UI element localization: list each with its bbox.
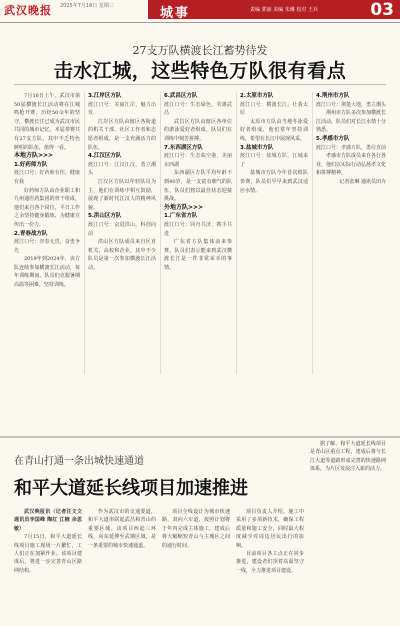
headline-rule (14, 84, 386, 85)
article-column-5 (316, 92, 386, 187)
bottom-lead: 武汉晚报讯（记者汪文文 通讯员李国峰 陶红 江楠 余思敏） (14, 509, 82, 532)
column-divider (312, 92, 313, 374)
article-column-2 (88, 92, 156, 272)
article-intro: 7月16日上午，武汉市第50届横渡长江活动将在江城鸣枪开赛。历经50余年的坚守，横渡长江已成为武汉市民共同的城市记忆。本届参赛共有27支方队，其中不乏特色鲜明的队伍，值得一看。 (14, 93, 80, 151)
team-slogan: 渡江口号：横渡长江，壮我太原 (240, 101, 308, 117)
team-text: 东西湖区方队平均年龄不到40岁，是一支富有朝气的队伍，队员们将以最佳状态迎接挑战。 (164, 170, 232, 203)
article-credit: 记者张琳 通讯员田卉 (339, 178, 386, 185)
team-text: 洪山区方队成员来自区直机关、高校和企业，其中不少队员是第一次参加横渡长江活动。 (88, 239, 156, 271)
bottom-column-5 (310, 440, 386, 474)
team-name: 4.荆州市方队 (316, 93, 350, 99)
team-name: 4.江汉区方队 (88, 153, 122, 160)
team-text: 2019年到2024年，该方队连续参加横渡长江活动，每年训练期间，队员们克服暑期高温等困难，坚持训练。 (14, 256, 80, 289)
article-column-4 (240, 92, 308, 195)
bottom-column-4 (236, 508, 304, 575)
team-name: 3.江岸区方队 (88, 93, 122, 99)
team-name: 2.青春战方队 (14, 230, 48, 237)
issue-date: 2025年7月16日 星期三 (60, 3, 114, 9)
team-name: 6.武昌区方队 (164, 93, 198, 99)
section-name: 城事 (160, 6, 191, 21)
bottom-paragraph: 7月15日，和平大道延长线项目施工现场一片繁忙，工人们正在加紧作业。该项目建成后，将进一步完善青山区路网结构。 (14, 534, 82, 574)
bottom-column-3 (162, 508, 230, 550)
team-name: 5.孝感市方队 (316, 135, 350, 142)
team-slogan: 渡江口号：奋进洪山，科创向前 (88, 221, 156, 237)
local-teams-heading: 本地方队>>> (14, 152, 54, 160)
team-name: 7.东西湖区方队 (164, 144, 203, 151)
header-divider (0, 22, 400, 23)
page-header (0, 0, 400, 26)
team-slogan: 渡江口号：孝感方队，勇往直前 (316, 144, 387, 151)
team-name: 1.好药师方队 (14, 161, 48, 168)
outside-teams-heading: 外地方队>>> (164, 203, 204, 211)
team-text: 广东省方队集体前来参赛，队员们表示能来到武汉横渡长江是一件非常荣幸的事情。 (164, 239, 232, 271)
team-text: 荆州市方队多次参加横渡长江活动，队员们对长江水情十分熟悉。 (316, 110, 387, 134)
main-kicker: 27支万队横渡长江蓄势待发 (132, 44, 268, 57)
bottom-paragraph: 项目全线设计为城市快速路，双向六车道，按照计划将于年内完成主体施工，建成后将大幅缩短青山与主城区之间的通行时间。 (162, 509, 230, 549)
team-slogan: 渡江口号：美丽江岸，魅力出发 (88, 101, 156, 117)
column-divider (84, 92, 85, 374)
article-column-1 (14, 92, 80, 290)
page-number: 03 (370, 0, 394, 20)
team-text: 太原市方队由当地冬泳爱好者组成，他们常年坚持训练，希望在长江中展现风采。 (240, 118, 308, 142)
team-name: 5.洪山区方队 (88, 213, 122, 220)
bottom-column-1 (14, 508, 82, 575)
bottom-paragraph: 目前项目各工点正在同步推进，建设者们顶着高温坚守一线，全力推进项目建设。 (236, 551, 304, 574)
team-slogan: 渡江口号：盐城方队，江城来了 (240, 153, 308, 168)
column-divider (236, 92, 237, 374)
team-name: 2.太原市方队 (240, 93, 274, 99)
team-name: 1.广东省方队 (164, 213, 198, 220)
team-text: 武昌区方队由辖区各单位的游泳爱好者组成，队员们在训练中刻苦拼搏。 (164, 118, 232, 142)
team-slogan: 渡江口号：荆楚大地，勇立潮头 (316, 101, 387, 108)
team-text: 盐城市方队今年首次组队参赛，队员们早早来到武汉适应水情。 (240, 170, 308, 194)
column-divider (160, 92, 161, 374)
bottom-column-2 (88, 508, 156, 550)
team-text: 江汉区方队以年轻队员为主，他们在训练中相互鼓励，展现了新时代江汉人的精神风貌。 (88, 178, 156, 211)
team-slogan: 渡江口号：江汉江汉，勇立潮头 (88, 161, 156, 177)
team-slogan: 渡江口号：好药师有你，健康有我 (14, 170, 80, 185)
bottom-kicker: 在青山打通一条出城快速通道 (14, 456, 144, 467)
editor-credits: 责编 郭丽 美编 朱琳 校对 王兵 (250, 7, 318, 13)
team-slogan: 渡江口号：青春无畏，奋勇争先 (14, 239, 80, 254)
main-headline: 击水江城，这些特色万队很有看点 (53, 60, 347, 82)
bottom-headline: 和平大道延长线项目加速推进 (14, 478, 248, 499)
bottom-paragraph: 据了解，和平大道延长线项目是青山区重点工程，建成后将与长江大道等道路形成完善的快速路网体系，为片区发展注入新的活力。 (310, 441, 386, 473)
team-text: 江岸区方队由辖区各街道的机关干部、社区工作者和志愿者组成，是一支充满活力的队伍。 (88, 118, 156, 151)
team-name: 3.盐城市方队 (240, 144, 274, 151)
team-slogan: 渡江口号：生态临空港，美丽东西湖 (164, 153, 232, 168)
masthead: 武汉晚报 (4, 4, 52, 17)
article-column-3 (164, 92, 232, 272)
team-slogan: 渡江口号：生态绿色，英雄武昌 (164, 101, 232, 117)
article-separator (0, 436, 400, 438)
bottom-paragraph: 项目负责人介绍，施工中采用了多项新技术，确保工程质量和施工安全，同时最大程度减少对周边居民出行的影响。 (236, 509, 304, 549)
team-slogan: 渡江口号：同舟共济，携手共进 (164, 221, 232, 237)
team-text: 好药师方队由企业职工和九州通医药集团的骨干组成，他们来自各个岗位，平日工作之余坚持健身锻炼，为健康宣传出一份力。 (14, 187, 80, 228)
team-text: 孝感市方队成员来自各行各业，他们以实际行动弘扬孝文化和拼搏精神。 (316, 153, 387, 177)
bottom-paragraph: 作为武汉市的交通要道，和平大道串联起武昌和青山的重要区域。该项目西起三环线，向东延伸至武钢区域，是一条重要的城市快速通道。 (88, 509, 156, 549)
